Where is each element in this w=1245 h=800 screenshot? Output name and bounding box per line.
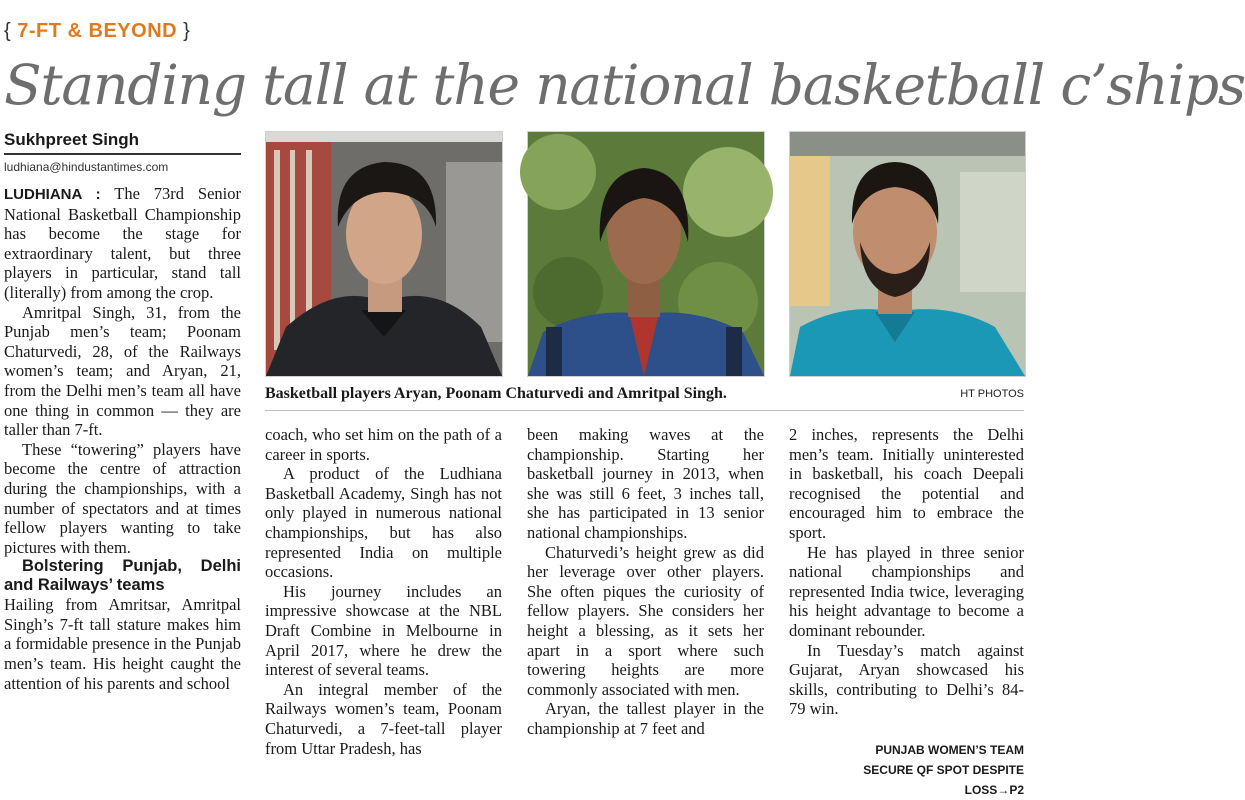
portrait-image xyxy=(266,132,502,376)
article-column-1 xyxy=(4,184,241,693)
paragraph: An integral member of the Railways women’s team, Poonam Chaturvedi, a 7-feet-tall player from Uttar Pradesh, has xyxy=(265,679,502,758)
kicker-text: 7-FT & BEYOND xyxy=(17,20,178,42)
lead-text: The 73rd Senior National Basketball Championship has become the stage for extraordinary talent, but three players in particular, stand tall (literally) from among the crop. xyxy=(4,184,241,302)
lead-paragraph xyxy=(4,184,241,303)
headline: Standing tall at the national basketball c’ships xyxy=(4,53,1245,117)
paragraph: Hailing from Amritsar, Amritpal Singh’s 7-ft tall stature makes him a formidable presence in the Punjab men’s team. His height caught the attention of his parents and school xyxy=(4,595,241,693)
section-kicker xyxy=(4,20,190,43)
paragraph: His journey includes an impressive showcase at the NBL Draft Combine in Melbourne in April 2017, where he drew the interest of several teams. xyxy=(265,581,502,680)
photo-aryan xyxy=(265,131,503,377)
paragraph: been making waves at the championship. Starting her basketball journey in 2013, when she was still 6 feet, 3 inches tall, she has participated in 13 senior national championships. xyxy=(527,425,764,542)
paragraph: Chaturvedi’s height grew as did her leverage over other players. She often piques the curiosity of fellow players. She considers her height a blessing, as it sets her apart in a sport where such towering heights are more commonly associated with men. xyxy=(527,542,764,699)
photo-credit: HT PHOTOS xyxy=(960,388,1024,400)
portrait-image xyxy=(528,132,764,376)
article-column-2 xyxy=(265,425,502,758)
portrait-image xyxy=(790,132,1025,376)
photo-poonam-chaturvedi xyxy=(527,131,765,377)
paragraph: Aryan, the tallest player in the championship at 7 feet and xyxy=(527,699,764,738)
byline-author: Sukhpreet Singh xyxy=(4,130,241,155)
byline-email: ludhiana@hindustantimes.com xyxy=(4,160,169,174)
caption-divider xyxy=(265,410,1024,411)
article-column-3 xyxy=(527,425,764,739)
paragraph: coach, who set him on the path of a career in sports. xyxy=(265,425,502,464)
paragraph: Amritpal Singh, 31, from the Punjab men’s team; Poonam Chaturvedi, 28, of the Railways women’s team; and Aryan, 21, from the Delhi men’s team all have one thing in common — they are taller than 7-ft. xyxy=(4,302,241,440)
photo-caption: Basketball players Aryan, Poonam Chaturvedi and Amritpal Singh. xyxy=(265,385,727,402)
paragraph: These “towering” players have become the centre of attraction during the championships, with a number of spectators and at times fellow players wanting to take pictures with them. xyxy=(4,439,241,557)
related-story-teaser[interactable] xyxy=(824,740,1024,800)
teaser-line-2: SECURE QF SPOT DESPITE LOSS→P2 xyxy=(863,763,1024,797)
kicker-close-brace: } xyxy=(183,20,191,42)
paragraph: In Tuesday’s match against Gujarat, Aryan showcased his skills, contributing to Delhi’s 84-79 win. xyxy=(789,640,1024,719)
kicker-open-brace: { xyxy=(4,20,12,42)
subheading: Bolstering Punjab, Delhi and Railways’ teams xyxy=(4,557,241,595)
dateline: LUDHIANA : xyxy=(4,186,101,203)
paragraph: He has played in three senior national championships and represented India twice, leveraging his height advantage to become a dominant rebounder. xyxy=(789,542,1024,640)
paragraph: 2 inches, represents the Delhi men’s team. Initially uninterested in basketball, his coach Deepali recognised the potential and encouraged him to embrace the sport. xyxy=(789,425,1024,542)
paragraph: A product of the Ludhiana Basketball Academy, Singh has not only played in numerous national championships, but has also represented India on multiple occasions. xyxy=(265,464,502,582)
teaser-line-1: PUNJAB WOMEN’S TEAM xyxy=(875,743,1024,757)
photo-amritpal-singh xyxy=(789,131,1026,377)
article-column-4 xyxy=(789,425,1024,719)
